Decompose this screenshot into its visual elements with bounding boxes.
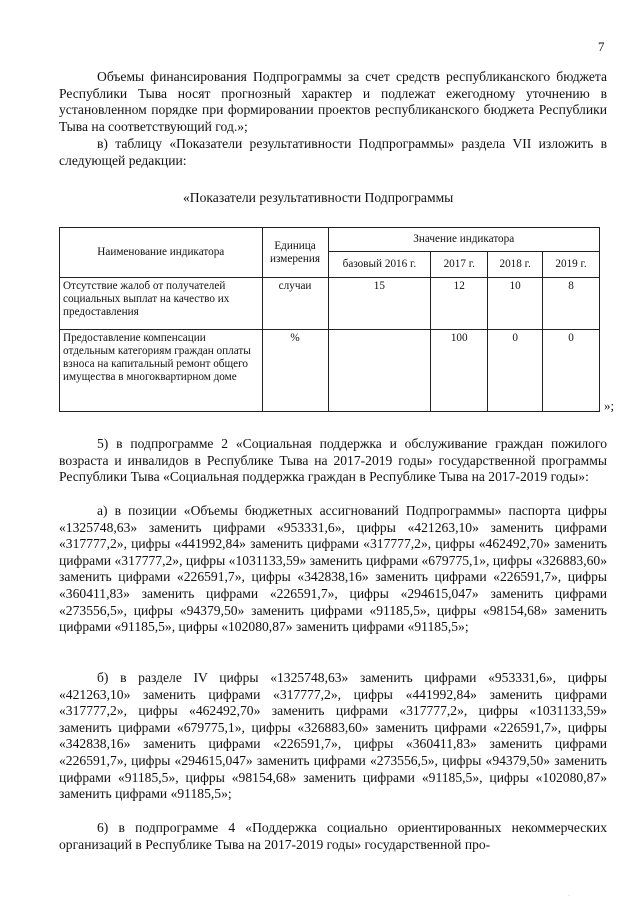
header-unit: Единица измерения — [262, 228, 328, 278]
header-indicator-value: Значение индикатора — [328, 228, 599, 252]
intro-paragraph-table-edit: в) таблицу «Показатели результативности Подпрограммы» раздела VII изложить в следующей редакции: — [59, 136, 607, 168]
row-1-unit: случаи — [262, 278, 328, 330]
paragraph-item-5a: а) в позиции «Объемы бюджетных ассигнований Подпрограммы» паспорта цифры «1325748,63» заменить цифрами «953331,6», цифры «421263,10» заменить цифрами «317777,2», цифры «441992,84» заменить цифрами «317777,2», цифры «462492,70» заменить цифрами «317777,2», цифры «1031133,59» заменить цифрами «679775,1», цифры «326883,60» заменить цифрами «226591,7», цифры «342838,16» заменить цифрами «226591,7», цифры «360411,83» заменить цифрами «226591,7», цифры «294615,047» заменить цифрами «273556,5», цифры «94379,50» заменить цифрами «91185,5», цифры «98154,68» заменить цифрами «91185,5», цифры «102080,87» заменить цифрами «91185,5»; — [59, 503, 607, 635]
header-year-2017: 2017 г. — [431, 252, 488, 278]
paragraph-item-6: 6) в подпрограмме 4 «Поддержка социально ориентированных некоммерческих организаций в Республике Тыва на 2017-2019 годы» государственной про- — [59, 820, 607, 852]
row-1-value-2016: 15 — [328, 278, 431, 330]
header-indicator-name: Наименование индикатора — [60, 228, 263, 278]
row-2-value-2019: 0 — [543, 330, 600, 412]
row-1-value-2017: 12 — [431, 278, 488, 330]
intro-paragraph-financing: Объемы финансирования Подпрограммы за счет средств республиканского бюджета Республики Тыва носят прогнозный характер и подлежат ежегодному уточнению в установленном порядке при формировании проектов республиканского бюджета Республики Тыва на соответствующий год.»; — [59, 69, 607, 134]
table-closing-quote: »; — [604, 398, 615, 413]
row-2-value-2016 — [328, 330, 431, 412]
table-row — [60, 278, 600, 330]
paragraph-item-5b: б) в разделе IV цифры «1325748,63» заменить цифрами «953331,6», цифры «421263,10» заменить цифрами «317777,2», цифры «441992,84» заменить цифрами «317777,2», цифры «462492,70» заменить цифрами «317777,2», цифры «1031133,59» заменить цифрами «679775,1», цифры «326883,60» заменить цифрами «226591,7», цифры «342838,16» заменить цифрами «226591,7», цифры «360411,83» заменить цифрами «226591,7», цифры «294615,047» заменить цифрами «273556,5», цифры «94379,50» заменить цифрами «91185,5», цифры «98154,68» заменить цифрами «91185,5», цифры «102080,87» заменить цифрами «91185,5»; — [59, 670, 607, 802]
row-2-value-2018: 0 — [488, 330, 543, 412]
row-2-unit: % — [262, 330, 328, 412]
table-row — [60, 330, 600, 412]
footer-mark: · — [568, 893, 570, 899]
row-2-indicator: Предоставление компенсации отдельным категориям граждан оплаты взноса на капитальный ремонт общего имущества в многоквартирном доме — [60, 330, 263, 412]
header-year-2016: базовый 2016 г. — [328, 252, 431, 278]
paragraph-item-5: 5) в подпрограмме 2 «Социальная поддержка и обслуживание граждан пожилого возраста и инвалидов в Республике Тыва на 2017-2019 годы» государственной программы Республики Тыва «Социальная поддержка граждан в Республике Тыва на 2017-2019 годы»: — [59, 436, 607, 485]
page-number: 7 — [598, 39, 605, 54]
row-1-value-2018: 10 — [488, 278, 543, 330]
header-year-2019: 2019 г. — [543, 252, 600, 278]
row-1-value-2019: 8 — [543, 278, 600, 330]
row-1-indicator: Отсутствие жалоб от получателей социальных выплат на качество их предоставления — [60, 278, 263, 330]
indicators-table — [59, 227, 600, 412]
table-title: «Показатели результативности Подпрограммы — [183, 190, 454, 205]
header-year-2018: 2018 г. — [488, 252, 543, 278]
row-2-value-2017: 100 — [431, 330, 488, 412]
